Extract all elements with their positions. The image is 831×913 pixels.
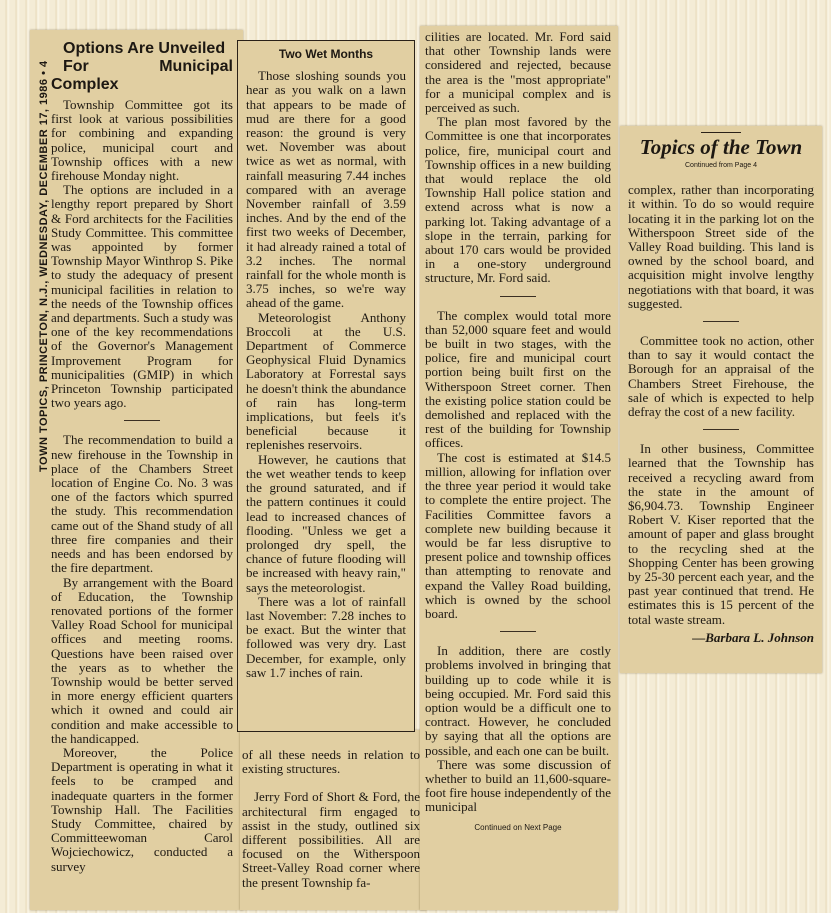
section-divider xyxy=(124,420,160,421)
section-divider xyxy=(500,631,536,632)
sidebar-paragraph: Those sloshing sounds you hear as you walk on a lawn that appears to be made of mud are there for a good reason: the ground is very wet. November was about twice as wet as normal, with rainfall measuring 7.44 inches compared with an average November rainfall of 3.59 inches. And by the end of the first two weeks of December, it had already rained a total of 3.2 inches. The normal rainfall for the whole month is 3.75 inches, so we're way ahead of the game. xyxy=(246,68,406,311)
two-wet-months-box xyxy=(237,40,415,732)
sidebar-title: Two Wet Months xyxy=(278,47,374,61)
headline-line-1: Options Are Unveiled xyxy=(63,40,226,57)
continued-note: Continued on Next Page xyxy=(474,822,562,832)
article-paragraph: The recommendation to build a new firehouse in the Township in place of the Chambers Street location of Engine Co. No. 3 was one of the factors which spurred the study. This recommendation came out of the Shand study of all three fire companies and their needs and has been endorsed by the fire department. xyxy=(51,432,233,576)
article-column-1 xyxy=(51,40,233,908)
sidebar-paragraph: However, he cautions that the wet weather tends to keep the ground saturated, and if the pattern continues it could lead to increased chances of flooding. "Unless we get a prolonged dry spell, the chance of future flooding will be increased with heavy rain," says the meteorologist. xyxy=(246,451,406,595)
article-paragraph: of all these needs in relation to existing structures. xyxy=(242,748,420,777)
article-paragraph: cilities are located. Mr. Ford said that other Township lands were considered and rejected, because the area is the "most appropriate" for a municipal complex and is perceived as such. xyxy=(425,30,611,116)
sidebar-column xyxy=(246,43,406,727)
topics-title: Topics of the Town xyxy=(639,135,803,159)
topics-paragraph: Committee took no action, other than to say it would contact the Borough for an appraisal of the Chambers Street Firehouse, the sale of which is expected to help defray the cost of a new facility. xyxy=(628,333,814,420)
sidebar-paragraph: There was a lot of rainfall last November: 7.28 inches to be exact. But the winter that followed was very dry. Last December, for example, only saw 1.7 inches of rain. xyxy=(246,593,406,680)
byline: —Barbara L. Johnson xyxy=(692,629,814,645)
article-column-3 xyxy=(425,30,611,905)
sidebar-paragraph: Meteorologist Anthony Broccoli at the U.S. Department of Commerce Geophysical Fluid Dynamics Laboratory at Forrestal says he doesn't think the abundance of rain has long-term implications, but feels it's beneficial because it replenishes reservoirs. xyxy=(246,309,406,453)
continued-from: Continued from Page 4 xyxy=(685,162,757,169)
article-paragraph: There was some discussion of whether to build an 11,600-square-foot fire house independently of the municipal xyxy=(425,756,611,815)
headline-line-2: For Municipal Complex xyxy=(51,58,233,93)
section-divider xyxy=(703,321,739,322)
topics-paragraph: complex, rather than incorporating it within. To do so would require locating it in the parking lot on the Witherspoon Street side of the Valley Road building. This land is owned by the school board, and acquisition might involve lengthy negotiations with that board, it was suggested. xyxy=(628,182,814,311)
topics-column xyxy=(628,132,814,670)
article-paragraph: The complex would total more than 52,000 square feet and would be built in two stages, with the police, fire and municipal court portion being built first on the Witherspoon Street corner. Then the existing police station could be demolished and replaced with the rest of the building for Township offices. xyxy=(425,307,611,451)
article-paragraph: In addition, there are costly problems involved in bringing that building up to code while it is being occupied. Mr. Ford said this option would be a difficult one to contract. However, he concluded by saying that all the options are possible, and each one can be built. xyxy=(425,643,611,758)
topics-paragraph: In other business, Committee learned that the Township has received a recycling award from the state in the amount of $6,904.73. Township Engineer Robert V. Kiser reported that the amount of paper and glass brought to the recycling shed at the Shopping Center has been growing by 25-30 percent each year, and the past year continued that trend. He estimates this is 15 percent of the total waste stream. xyxy=(628,441,814,627)
dateline: TOWN TOPICS, PRINCETON, N.J., WEDNESDAY, DECEMBER 17, 1986 • 4 xyxy=(38,60,50,472)
article-paragraph: Township Committee got its first look at various possibilities for combining and expanding police, municipal court and Township offices with a new firehouse Monday night. xyxy=(51,97,233,184)
topics-top-rule xyxy=(701,132,741,133)
section-divider xyxy=(703,429,739,430)
section-divider xyxy=(500,296,536,297)
article-paragraph: Jerry Ford of Short & Ford, the architectural firm engaged to assist in the study, outlined six different possibilities. All are focused on the Witherspoon Street-Valley Road corner where the present Township fa- xyxy=(242,789,420,890)
article-paragraph: The cost is estimated at $14.5 million, allowing for inflation over the three year period it would take to complete the entire project. The Facilities Committee favors a complete new building because it would be far less disruptive to present police and township offices than attempting to renovate and expand the Valley Road building, which is owned by the school board. xyxy=(425,449,611,621)
article-paragraph: The options are included in a lengthy report prepared by Short & Ford architects for the Facilities Study Committee. This committee was appointed by former Township Mayor Winthrop S. Pike to study the adequacy of present municipal facilities in relation to the needs of the Township offices and departments. Such a study was one of the key recommendations of the Governor's Management Improvement Program for municipalities (GMIP) in which Princeton Township participated two years ago. xyxy=(51,182,233,411)
article-paragraph: Moreover, the Police Department is operating in what it feels to be cramped and inadequate quarters in the former Township Hall. The Facilities Study Committee, chaired by Committeewoman Carol Wojciechowicz, conducted a survey xyxy=(51,744,233,874)
article-paragraph: By arrangement with the Board of Education, the Township renovated portions of the former Valley Road School for municipal offices and meeting rooms. Questions have been raised over the years as to whether the Township would be better served in more energy efficient quarters which it owned and could air condition and make accessible to the handicapped. xyxy=(51,574,233,746)
article-paragraph: The plan most favored by the Committee is one that incorporates police, fire, municipal court and Township offices in a new building that would replace the old Township Hall police station and extend across what is now a parking lot. Taking advantage of a slope in the terrain, parking for about 170 cars would be provided in a one-story underground structure, Mr. Ford said. xyxy=(425,114,611,286)
article-column-2 xyxy=(242,748,420,908)
